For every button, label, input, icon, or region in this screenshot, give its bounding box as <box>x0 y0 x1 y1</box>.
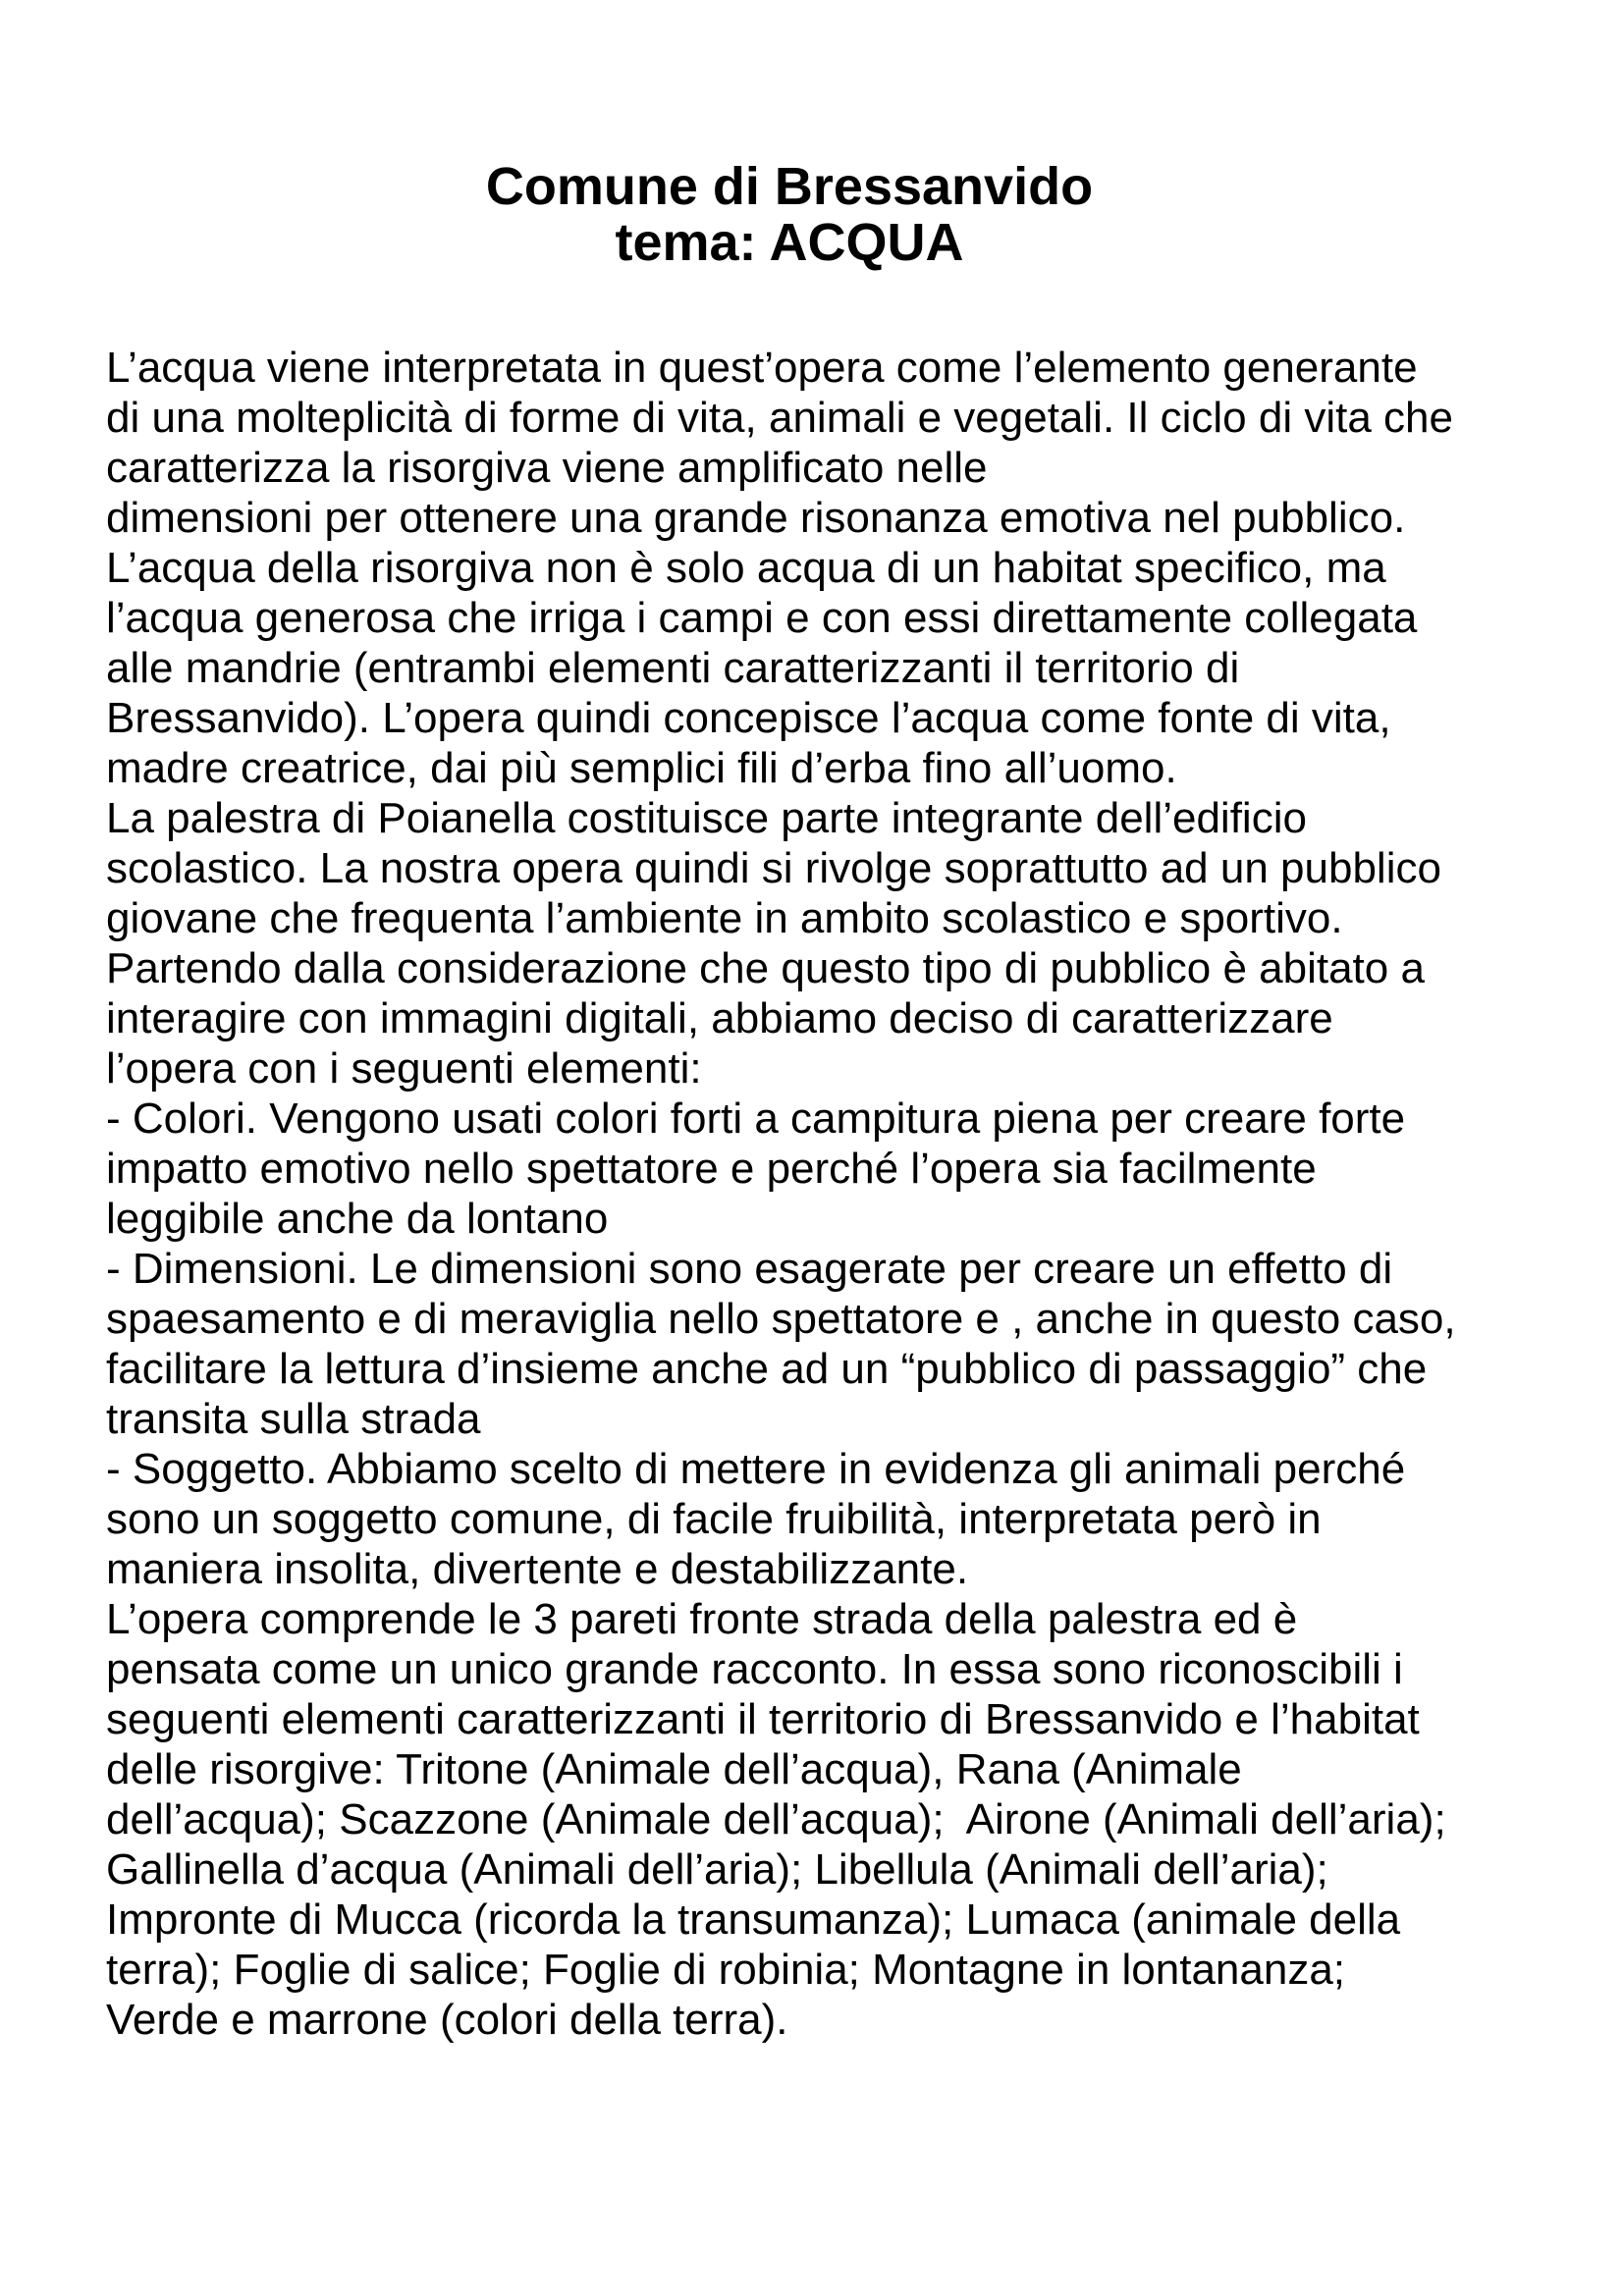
body-line: delle risorgive: Tritone (Animale dell’acqua), Rana (Animale <box>106 1745 1242 1793</box>
body-line: transita sulla strada <box>106 1395 481 1443</box>
body-line: di una molteplicità di forme di vita, animali e vegetali. Il ciclo di vita che <box>106 394 1453 442</box>
body-line: terra); Foglie di salice; Foglie di robinia; Montagne in lontananza; <box>106 1946 1346 1994</box>
body-line: interagire con immagini digitali, abbiamo deciso di caratterizzare <box>106 994 1333 1042</box>
list-item-soggetto: - Soggetto. Abbiamo scelto di mettere in evidenza gli animali perché <box>106 1445 1406 1493</box>
body-line: La palestra di Poianella costituisce parte integrante dell’edificio <box>106 794 1307 842</box>
body-line: sono un soggetto comune, di facile fruibilità, interpretata però in <box>106 1495 1322 1543</box>
body-line: pensata come un unico grande racconto. In essa sono riconoscibili i <box>106 1645 1403 1693</box>
list-item-colori: - Colori. Vengono usati colori forti a campitura piena per creare forte <box>106 1095 1406 1143</box>
body-line: l’opera con i seguenti elementi: <box>106 1044 702 1093</box>
body-line: dimensioni per ottenere una grande risonanza emotiva nel pubblico. <box>106 494 1406 542</box>
body-line: facilitare la lettura d’insieme anche ad un “pubblico di passaggio” che <box>106 1345 1428 1393</box>
body-line: L’opera comprende le 3 pareti fronte strada della palestra ed è <box>106 1595 1298 1643</box>
body-line: leggibile anche da lontano <box>106 1195 609 1243</box>
body-line: Partendo dalla considerazione che questo tipo di pubblico è abitato a <box>106 944 1425 992</box>
document-body <box>106 343 1559 2045</box>
body-line: seguenti elementi caratterizzanti il territorio di Bressanvido e l’habitat <box>106 1695 1420 1743</box>
list-item-dimensioni: - Dimensioni. Le dimensioni sono esagerate per creare un effetto di <box>106 1245 1393 1293</box>
body-line: spaesamento e di meraviglia nello spettatore e , anche in questo caso, <box>106 1295 1456 1343</box>
body-line: caratterizza la risorgiva viene amplificato nelle <box>106 444 988 492</box>
document-title <box>106 159 1473 271</box>
title-line-theme: tema: ACQUA <box>615 213 964 272</box>
body-line: Impronte di Mucca (ricorda la transumanza); Lumaca (animale della <box>106 1896 1401 1944</box>
body-line: dell’acqua); Scazzone (Animale dell’acqua); Airone (Animali dell’aria); <box>106 1795 1446 1843</box>
body-line: maniera insolita, divertente e destabilizzante. <box>106 1545 969 1593</box>
body-line: L’acqua viene interpretata in quest’opera come l’elemento generante <box>106 344 1418 392</box>
body-line: impatto emotivo nello spettatore e perché l’opera sia facilmente <box>106 1145 1317 1193</box>
body-line: alle mandrie (entrambi elementi caratterizzanti il territorio di <box>106 644 1240 692</box>
body-line: Verde e marrone (colori della terra). <box>106 1996 788 2044</box>
body-line: Gallinella d’acqua (Animali dell’aria); Libellula (Animali dell’aria); <box>106 1845 1328 1894</box>
body-line: Bressanvido). L’opera quindi concepisce l’acqua come fonte di vita, <box>106 694 1391 742</box>
body-line: l’acqua generosa che irriga i campi e con essi direttamente collegata <box>106 594 1418 642</box>
body-line: scolastico. La nostra opera quindi si rivolge soprattutto ad un pubblico <box>106 844 1441 892</box>
body-line: madre creatrice, dai più semplici fili d’erba fino all’uomo. <box>106 744 1177 792</box>
title-line-municipality: Comune di Bressanvido <box>485 157 1094 216</box>
body-line: giovane che frequenta l’ambiente in ambito scolastico e sportivo. <box>106 894 1343 942</box>
body-line: L’acqua della risorgiva non è solo acqua di un habitat specifico, ma <box>106 544 1386 592</box>
